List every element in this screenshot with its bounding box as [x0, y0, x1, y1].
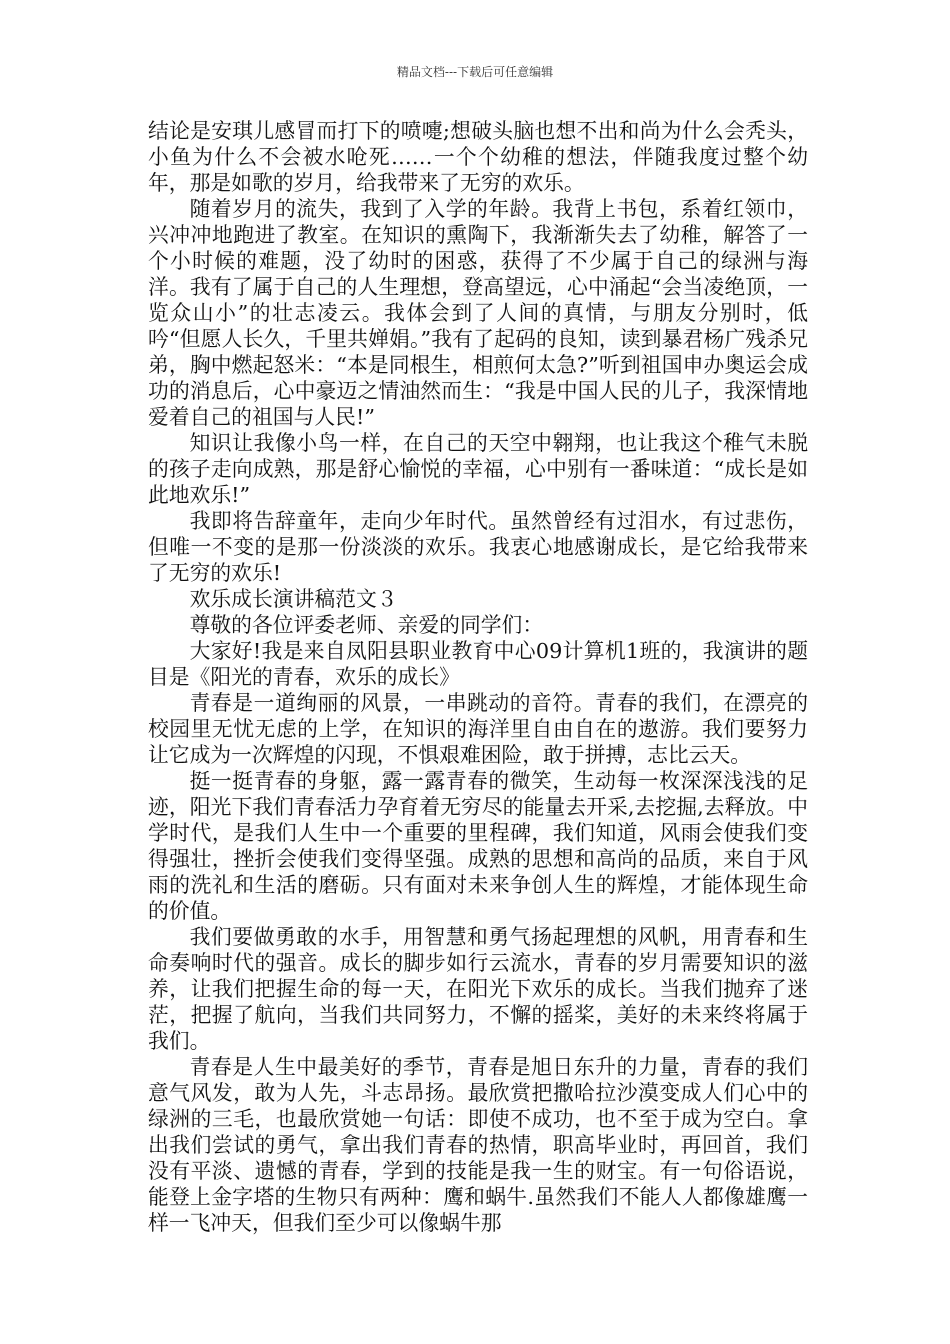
paragraph: 青春是人生中最美好的季节，青春是旭日东升的力量，青春的我们意气风发，敢为人先，斗志昂扬。最欣赏把撒哈拉沙漠变成人们心中的绿洲的三毛，也最欣赏她一句话：即使不成功，也不至于成为空白。拿出我们尝试的勇气，拿出我们青春的热情，职高毕业时，再回首，我们没有平淡、遗憾的青春，学到的技能是我一生的财宝。有一句俗语说，能登上金字塔的生物只有两种：鹰和蜗牛.虽然我们不能人人都像雄鹰一样一飞冲天，但我们至少可以像蜗牛那	[148, 1055, 808, 1235]
salutation: 尊敬的各位评委老师、亲爱的同学们：	[189, 613, 544, 637]
paragraph: 结论是安琪儿感冒而打下的喷嚏;想破头脑也想不出和尚为什么会秃头，小鱼为什么不会被水呛死……一个个幼稚的想法，伴随我度过整个幼年，那是如歌的岁月，给我带来了无穷的欢乐。	[148, 119, 808, 195]
section-title: 欢乐成长演讲稿范文３	[189, 587, 398, 611]
paragraph: 随着岁月的流失，我到了入学的年龄。我背上书包，系着红领巾，兴冲冲地跑进了教室。在知识的熏陶下，我渐渐失去了幼稚，解答了一个小时候的难题，没了幼时的困惑，获得了不少属于自己的绿洲与海洋。我有了属于自己的人生理想，登高望远，心中涌起“会当凌绝顶，一览众山小”的壮志凌云。我体会到了人间的真情，与朋友分别时，低吟“但愿人长久，千里共婵娟。”我有了起码的良知，读到暴君杨广残杀兄弟，胸中燃起怒米：“本是同根生，相煎何太急?”听到祖国申办奥运会成功的消息后，心中豪迈之情油然而生：“我是中国人民的儿子，我深情地爱着自己的祖国与人民!”	[148, 197, 808, 429]
paragraph: 知识让我像小鸟一样，在自己的天空中翱翔，也让我这个稚气未脱的孩子走向成熟，那是舒心愉悦的幸福，心中别有一番味道：“成长是如此地欢乐!”	[148, 431, 808, 507]
paragraph: 挺一挺青春的身躯，露一露青春的微笑，生动每一枚深深浅浅的足迹，阳光下我们青春活力孕育着无穷尽的能量去开采,去挖掘,去释放。中学时代，是我们人生中一个重要的里程碑，我们知道，风雨会使我们变得强壮，挫折会使我们变得坚强。成熟的思想和高尚的品质，来自于风雨的洗礼和生活的磨砺。只有面对未来争创人生的辉煌，才能体现生命的价值。	[148, 769, 808, 923]
paragraph: 我即将告辞童年，走向少年时代。虽然曾经有过泪水，有过悲伤，但唯一不变的是那一份淡淡的欢乐。我衷心地感谢成长，是它给我带来了无穷的欢乐!	[148, 509, 808, 585]
document-body	[148, 118, 808, 1236]
paragraph: 青春是一道绚丽的风景，一串跳动的音符。青春的我们，在漂亮的校园里无忧无虑的上学，在知识的海洋里自由自在的遨游。我们要努力让它成为一次辉煌的闪现，不惧艰难困险，敢于拼搏，志比云天。	[148, 691, 808, 767]
page-header: 精品文档---下载后可任意编辑	[396, 65, 554, 79]
paragraph: 我们要做勇敢的水手，用智慧和勇气扬起理想的风帆，用青春和生命奏响时代的强音。成长的脚步如行云流水，青春的岁月需要知识的滋养，让我们把握生命的每一天，在阳光下欢乐的成长。当我们抛弃了迷茫，把握了航向，当我们共同努力，不懈的摇桨，美好的未来终将属于我们。	[148, 925, 808, 1053]
paragraph: 大家好!我是来自凤阳县职业教育中心09计算机1班的，我演讲的题目是《阳光的青春，欢乐的成长》	[148, 639, 808, 689]
